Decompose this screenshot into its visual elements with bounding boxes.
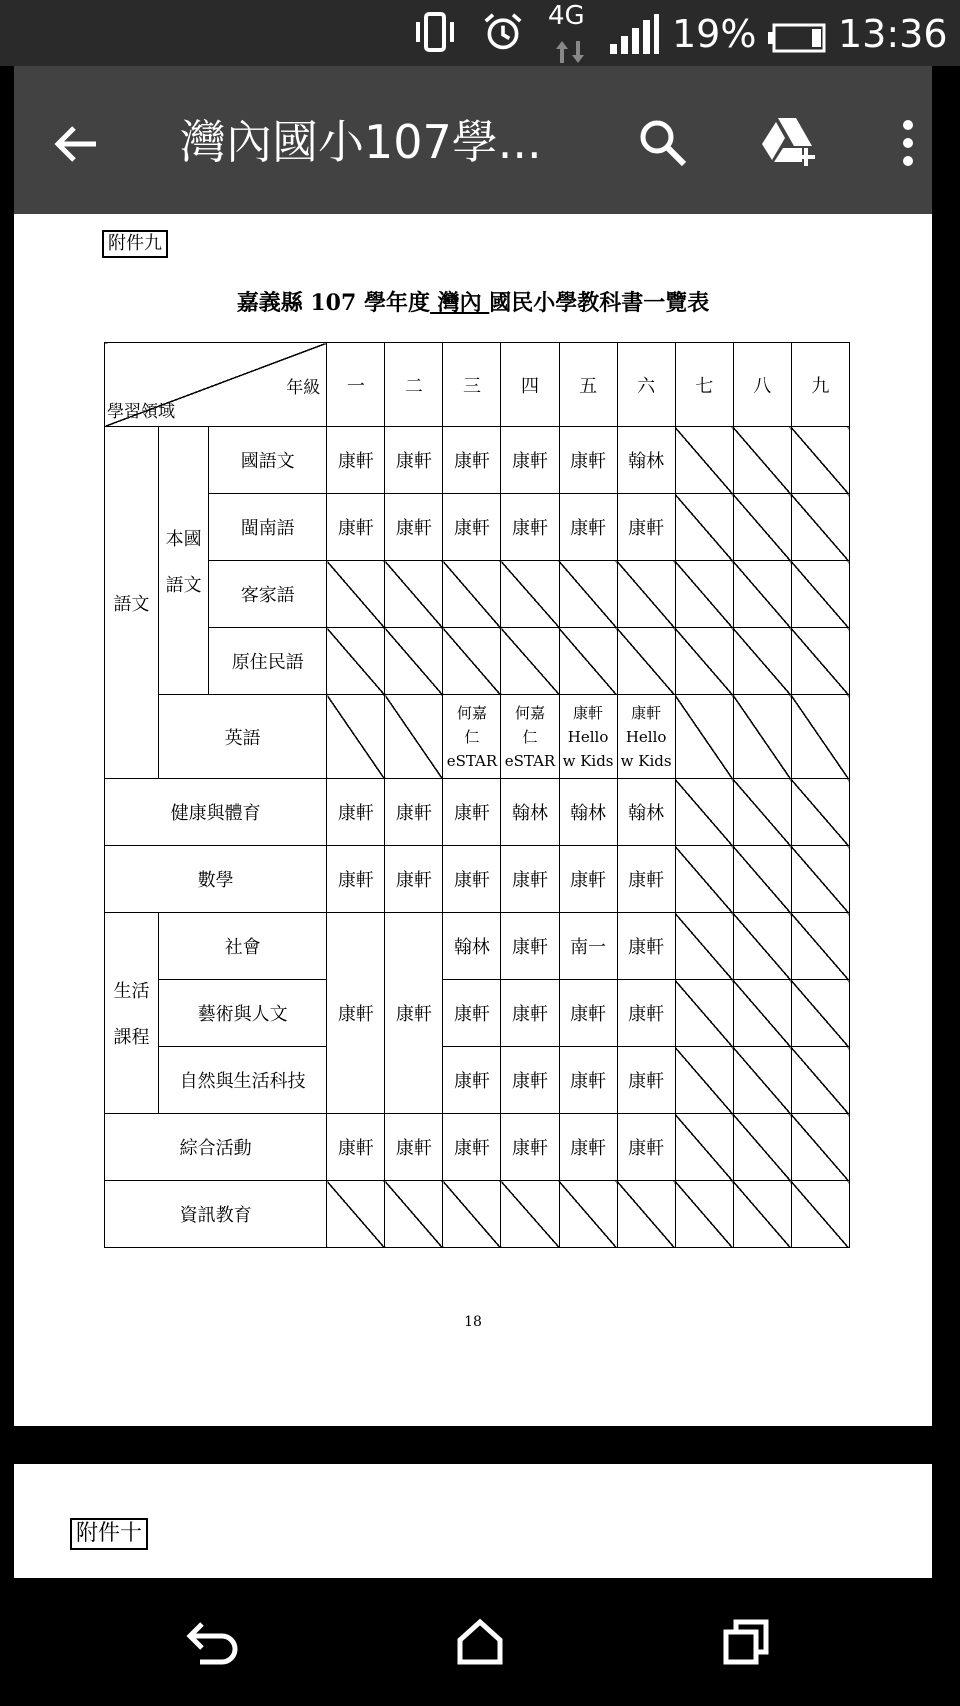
- empty-cell: [791, 427, 849, 494]
- table-cell: [443, 695, 501, 779]
- empty-cell: [733, 628, 791, 695]
- empty-cell: [733, 427, 791, 494]
- grade-4: 四: [501, 343, 559, 427]
- empty-cell: [559, 628, 617, 695]
- native-group-line1: 本國: [165, 528, 202, 550]
- table-cell: 康軒: [501, 1047, 559, 1114]
- doc-heading: [14, 286, 932, 317]
- table-cell: 康軒: [327, 913, 385, 1114]
- doc-heading-suffix: 國民小學教科書一覽表: [489, 290, 710, 316]
- table-cell: 康軒: [443, 980, 501, 1047]
- pdf-page[interactable]: [14, 214, 932, 1426]
- table-cell: 康軒: [559, 1047, 617, 1114]
- empty-cell: [733, 779, 791, 846]
- empty-cell: [791, 1181, 849, 1248]
- table-cell: 康軒: [385, 427, 443, 494]
- empty-cell: [675, 561, 733, 628]
- table-cell: [559, 695, 617, 779]
- empty-cell: [617, 561, 675, 628]
- empty-cell: [791, 913, 849, 980]
- cell-line: eSTAR: [446, 751, 498, 770]
- empty-cell: [675, 846, 733, 913]
- table-cell: [501, 695, 559, 779]
- empty-cell: [675, 980, 733, 1047]
- native-group-line2: 語文: [165, 574, 202, 596]
- empty-cell: [327, 1181, 385, 1248]
- row-label-minnan: 閩南語: [209, 494, 327, 561]
- cell-line: Hello: [625, 727, 667, 746]
- status-bar: [0, 0, 960, 66]
- empty-cell: [733, 1047, 791, 1114]
- table-cell: 康軒: [617, 846, 675, 913]
- lang-group-label: 語文: [113, 593, 150, 615]
- empty-cell: [675, 628, 733, 695]
- empty-cell: [791, 628, 849, 695]
- table-cell: 康軒: [559, 846, 617, 913]
- appbar-top-strip: [14, 66, 932, 90]
- table-cell: 康軒: [617, 980, 675, 1047]
- empty-cell: [385, 695, 443, 779]
- corner-header: [105, 343, 327, 427]
- doc-heading-prefix: 嘉義縣 107 學年度: [236, 290, 430, 316]
- native-group-cell: [159, 427, 209, 695]
- grade-8: 八: [733, 343, 791, 427]
- row-label-integrative: 綜合活動: [105, 1114, 327, 1181]
- empty-cell: [675, 427, 733, 494]
- grade-1: 一: [327, 343, 385, 427]
- document-title: 灣內國小107學...: [180, 115, 542, 169]
- table-cell: 翰林: [443, 913, 501, 980]
- table-cell: 康軒: [501, 494, 559, 561]
- empty-cell: [675, 494, 733, 561]
- cell-line: w Kids: [562, 751, 614, 770]
- navigation-bar: [0, 1578, 960, 1706]
- table-cell: 康軒: [385, 846, 443, 913]
- row-label-english: 英語: [159, 695, 327, 779]
- table-cell: 康軒: [501, 980, 559, 1047]
- empty-cell: [559, 1181, 617, 1248]
- empty-cell: [617, 628, 675, 695]
- cell-line: 仁: [464, 727, 480, 746]
- empty-cell: [733, 980, 791, 1047]
- life-group-line2: 課程: [113, 1027, 150, 1048]
- empty-cell: [559, 561, 617, 628]
- table-cell: 翰林: [501, 779, 559, 846]
- signal-icon: [608, 14, 660, 54]
- table-cell: 康軒: [443, 427, 501, 494]
- empty-cell: [385, 561, 443, 628]
- row-label-arts: 藝術與人文: [159, 980, 327, 1047]
- table-cell: 康軒: [617, 1114, 675, 1181]
- table-cell: 康軒: [501, 1114, 559, 1181]
- empty-cell: [327, 628, 385, 695]
- empty-cell: [791, 846, 849, 913]
- grade-9: 九: [791, 343, 849, 427]
- table-cell: 康軒: [443, 1114, 501, 1181]
- cell-line: 何嘉: [456, 703, 487, 722]
- grade-header: 年級: [286, 378, 321, 398]
- textbook-table: [104, 342, 850, 1248]
- empty-cell: [501, 561, 559, 628]
- table-cell: 康軒: [385, 494, 443, 561]
- back-arrow-icon[interactable]: [50, 118, 102, 170]
- table-cell: [617, 695, 675, 779]
- table-cell: 康軒: [443, 1047, 501, 1114]
- cell-line: 康軒: [631, 703, 662, 722]
- empty-cell: [733, 1114, 791, 1181]
- empty-cell: [675, 913, 733, 980]
- row-label-health: 健康與體育: [105, 779, 327, 846]
- vibrate-icon: [412, 12, 458, 52]
- table-cell: 康軒: [327, 494, 385, 561]
- empty-cell: [443, 561, 501, 628]
- network-type: 4G: [548, 1, 585, 31]
- table-cell: 康軒: [501, 846, 559, 913]
- grade-7: 七: [675, 343, 733, 427]
- row-label-it: 資訊教育: [105, 1181, 327, 1248]
- table-cell: 康軒: [501, 913, 559, 980]
- table-cell: 康軒: [327, 427, 385, 494]
- table-cell: 翰林: [617, 779, 675, 846]
- cell-line: 何嘉: [514, 703, 545, 722]
- empty-cell: [385, 1181, 443, 1248]
- life-group-line1: 生活: [113, 981, 150, 1002]
- empty-cell: [617, 1181, 675, 1248]
- table-cell: 康軒: [617, 913, 675, 980]
- empty-cell: [733, 494, 791, 561]
- row-label-math: 數學: [105, 846, 327, 913]
- empty-cell: [327, 561, 385, 628]
- clock: 13:36: [838, 12, 948, 56]
- empty-cell: [675, 779, 733, 846]
- table-cell: 康軒: [617, 1047, 675, 1114]
- empty-cell: [733, 1181, 791, 1248]
- grade-5: 五: [559, 343, 617, 427]
- row-label-science: 自然與生活科技: [159, 1047, 327, 1114]
- table-cell: 康軒: [443, 779, 501, 846]
- cell-line: 仁: [522, 727, 538, 746]
- empty-cell: [675, 1047, 733, 1114]
- empty-cell: [501, 628, 559, 695]
- table-cell: 康軒: [559, 980, 617, 1047]
- table-cell: 康軒: [501, 427, 559, 494]
- doc-heading-school: 灣內: [429, 290, 490, 316]
- table-cell: 康軒: [559, 427, 617, 494]
- lang-group-cell: [105, 427, 159, 779]
- empty-cell: [791, 779, 849, 846]
- empty-cell: [443, 1181, 501, 1248]
- next-attachment-label: 附件十: [70, 1518, 148, 1550]
- back-nav-icon[interactable]: [186, 1618, 240, 1666]
- empty-cell: [791, 494, 849, 561]
- row-label-social: 社會: [159, 913, 327, 980]
- cell-line: eSTAR: [504, 751, 556, 770]
- cell-line: w Kids: [620, 751, 672, 770]
- empty-cell: [733, 913, 791, 980]
- empty-cell: [791, 695, 849, 779]
- table-cell: 康軒: [385, 779, 443, 846]
- table-cell: 康軒: [327, 779, 385, 846]
- cell-line: Hello: [567, 727, 609, 746]
- table-cell: 康軒: [559, 1114, 617, 1181]
- empty-cell: [791, 980, 849, 1047]
- empty-cell: [675, 695, 733, 779]
- empty-cell: [791, 1114, 849, 1181]
- life-group-cell: [105, 913, 159, 1114]
- table-cell: 翰林: [617, 427, 675, 494]
- cell-line: 康軒: [573, 703, 604, 722]
- table-cell: 康軒: [385, 913, 443, 1114]
- table-cell: 翰林: [559, 779, 617, 846]
- recents-nav-icon[interactable]: [722, 1618, 772, 1666]
- search-icon[interactable]: [636, 116, 690, 170]
- empty-cell: [675, 1114, 733, 1181]
- table-cell: 康軒: [385, 1114, 443, 1181]
- empty-cell: [327, 695, 385, 779]
- table-cell: 康軒: [443, 846, 501, 913]
- empty-cell: [733, 695, 791, 779]
- battery-icon: [766, 18, 826, 58]
- empty-cell: [675, 1181, 733, 1248]
- row-label-indigenous: 原住民語: [209, 628, 327, 695]
- row-label-hakka: 客家語: [209, 561, 327, 628]
- empty-cell: [791, 1047, 849, 1114]
- grade-6: 六: [617, 343, 675, 427]
- empty-cell: [501, 1181, 559, 1248]
- alarm-icon: [480, 12, 526, 52]
- domain-header: 學習領域: [107, 402, 175, 422]
- empty-cell: [443, 628, 501, 695]
- grade-3: 三: [443, 343, 501, 427]
- empty-cell: [733, 846, 791, 913]
- table-cell: 康軒: [327, 846, 385, 913]
- row-label-mandarin: 國語文: [209, 427, 327, 494]
- table-cell: 康軒: [617, 494, 675, 561]
- grade-2: 二: [385, 343, 443, 427]
- add-to-drive-icon[interactable]: [758, 114, 820, 170]
- home-nav-icon[interactable]: [454, 1618, 506, 1666]
- attachment-label: 附件九: [102, 230, 168, 258]
- table-cell: 南一: [559, 913, 617, 980]
- empty-cell: [791, 561, 849, 628]
- page-number: 18: [464, 1314, 482, 1330]
- table-cell: 康軒: [443, 494, 501, 561]
- more-options-icon[interactable]: [900, 118, 916, 168]
- battery-percent: 19%: [672, 12, 757, 56]
- table-cell: 康軒: [327, 1114, 385, 1181]
- table-cell: 康軒: [559, 494, 617, 561]
- empty-cell: [385, 628, 443, 695]
- empty-cell: [733, 561, 791, 628]
- pdf-page-next[interactable]: [14, 1464, 932, 1578]
